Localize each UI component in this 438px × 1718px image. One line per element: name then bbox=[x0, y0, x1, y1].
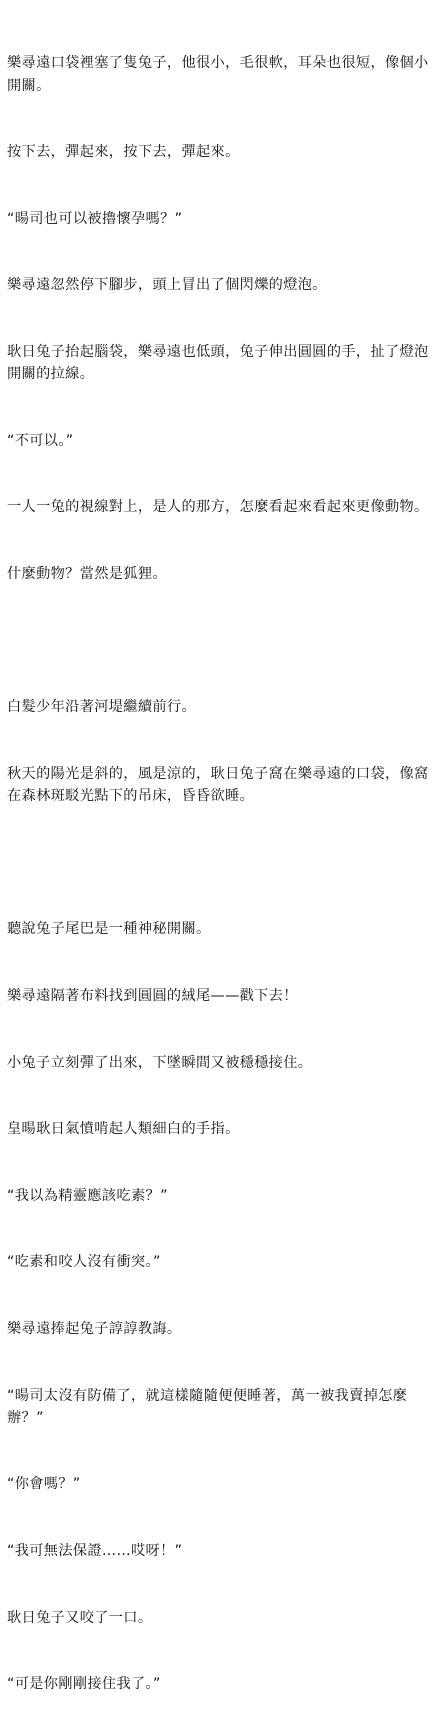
paragraph: 樂尋遠捧起兔子諄諄教誨。 bbox=[7, 1320, 182, 1337]
paragraph: “不可以。” bbox=[7, 432, 74, 449]
blank-line bbox=[7, 852, 429, 874]
paragraph: “你會嗎？” bbox=[7, 1476, 81, 1493]
paragraph: “暘司太沒有防備了，就這樣隨隨便便睡著，萬一被我賣掉怎麼辦？” bbox=[7, 1387, 408, 1426]
paragraph: 一人一兔的視線對上，是人的那方，怎麼看起來看起來更像動物。 bbox=[7, 499, 429, 516]
paragraph: 聽說兔子尾巴是一種神秘開關。 bbox=[7, 921, 211, 938]
paragraph: 什麼動物？當然是狐狸。 bbox=[7, 566, 167, 583]
paragraph: “吃素和咬人沒有衝突。” bbox=[7, 1254, 161, 1271]
paragraph: 秋天的陽光是斜的，風是涼的，耿日兔子窩在樂尋遠的口袋，像窩在森林斑駁光點下的吊床，昏昏欲睡。 bbox=[7, 765, 429, 805]
paragraph: “我以為精靈應該吃素？” bbox=[7, 1187, 168, 1204]
paragraph: “可是你剛剛接住我了。” bbox=[7, 1676, 161, 1693]
paragraph: 樂尋遠口袋裡塞了隻兔子，他很小，毛很軟，耳朵也很短，像個小開關。 bbox=[7, 55, 429, 94]
paragraph: “我可無法保證……哎呀！” bbox=[7, 1542, 183, 1559]
paragraph: 樂尋遠忽然停下腳步，頭上冒出了個閃爍的燈泡。 bbox=[7, 277, 327, 294]
paragraph: 樂尋遠隔著布料找到圓圓的絨尾——戳下去！ bbox=[7, 987, 298, 1004]
paragraph: 白髮少年沿著河堤繼續前行。 bbox=[7, 699, 196, 716]
paragraph: 耿日兔子又咬了一口。 bbox=[7, 1609, 153, 1626]
paragraph: 按下去，彈起來，按下去，彈起來。 bbox=[7, 144, 240, 161]
paragraph: “暘司也可以被擼懷孕嗎？” bbox=[7, 210, 183, 227]
blank-line bbox=[7, 630, 429, 652]
paragraph: 耿日兔子抬起腦袋，樂尋遠也低頭，兔子伸出圓圓的手，扯了燈泡開關的拉線。 bbox=[7, 344, 429, 383]
paragraph: 皇暘耿日氣憤啃起人類細白的手指。 bbox=[7, 1121, 240, 1138]
paragraph: 小兔子立刻彈了出來，下墜瞬間又被穩穩接住。 bbox=[7, 1054, 313, 1071]
